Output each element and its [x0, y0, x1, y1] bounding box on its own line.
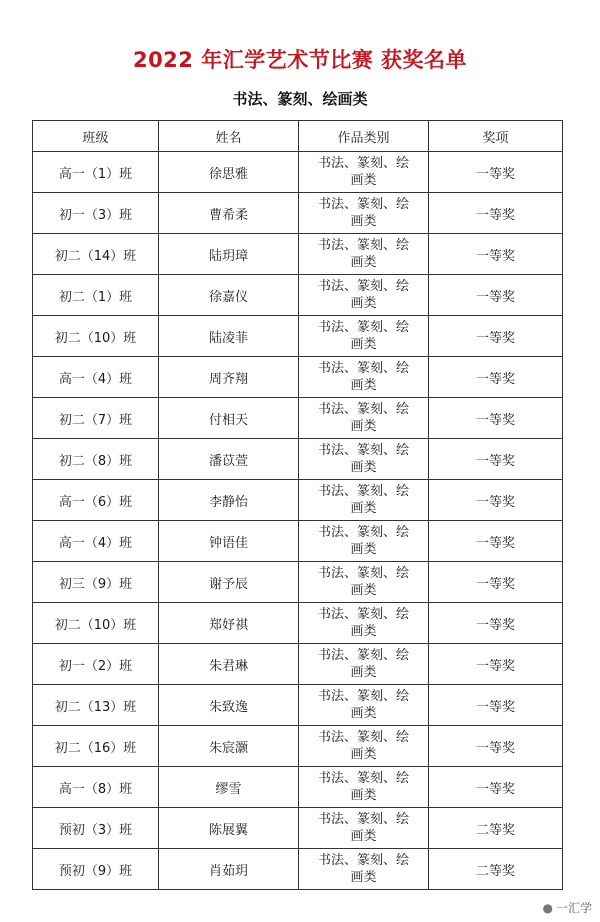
class-cell: 初二（7）班: [33, 398, 159, 439]
table-row: [33, 275, 563, 316]
table-row: [33, 152, 563, 193]
column-header-category: 作品类别: [299, 121, 429, 152]
name-cell: 陈展翼: [159, 808, 299, 849]
class-cell: 预初（9）班: [33, 849, 159, 890]
award-cell: 一等奖: [429, 685, 563, 726]
category-cell: [299, 767, 429, 808]
name-cell: 李静怡: [159, 480, 299, 521]
category-text: 书法、篆刻、绘画类: [317, 771, 409, 803]
class-cell: 初二（16）班: [33, 726, 159, 767]
award-cell: 一等奖: [429, 398, 563, 439]
category-cell: [299, 439, 429, 480]
class-cell: 初二（1）班: [33, 275, 159, 316]
class-cell: 高一（4）班: [33, 357, 159, 398]
name-cell: 徐思雅: [159, 152, 299, 193]
table-row: [33, 808, 563, 849]
category-text: 书法、篆刻、绘画类: [317, 238, 409, 270]
column-header-award: 奖项: [429, 121, 563, 152]
name-cell: 陆凌菲: [159, 316, 299, 357]
table-row: [33, 685, 563, 726]
award-table: [32, 120, 563, 890]
table-row: [33, 644, 563, 685]
award-cell: 一等奖: [429, 562, 563, 603]
category-text: 书法、篆刻、绘画类: [317, 279, 409, 311]
category-text: 书法、篆刻、绘画类: [317, 689, 409, 721]
category-text: 书法、篆刻、绘画类: [317, 853, 409, 885]
category-text: 书法、篆刻、绘画类: [317, 648, 409, 680]
award-cell: 一等奖: [429, 193, 563, 234]
table-row: [33, 398, 563, 439]
table-row: [33, 603, 563, 644]
category-cell: [299, 849, 429, 890]
table-row: [33, 480, 563, 521]
category-cell: [299, 398, 429, 439]
name-cell: 朱宸灏: [159, 726, 299, 767]
award-cell: 一等奖: [429, 521, 563, 562]
category-text: 书法、篆刻、绘画类: [317, 197, 409, 229]
award-cell: 一等奖: [429, 275, 563, 316]
class-cell: 初二（14）班: [33, 234, 159, 275]
table-row: [33, 767, 563, 808]
table-row: [33, 439, 563, 480]
award-cell: 一等奖: [429, 316, 563, 357]
class-cell: 初一（3）班: [33, 193, 159, 234]
category-text: 书法、篆刻、绘画类: [317, 484, 409, 516]
award-cell: 二等奖: [429, 808, 563, 849]
award-cell: 一等奖: [429, 439, 563, 480]
table-row: [33, 521, 563, 562]
table-row: [33, 726, 563, 767]
name-cell: 钟语佳: [159, 521, 299, 562]
page-title: 2022 年汇学艺术节比赛 获奖名单: [132, 48, 468, 72]
table-row: [33, 234, 563, 275]
category-cell: [299, 234, 429, 275]
name-cell: 缪雪: [159, 767, 299, 808]
name-cell: 谢予辰: [159, 562, 299, 603]
account-watermark: [543, 899, 593, 916]
table-row: [33, 849, 563, 890]
section-subtitle: 书法、篆刻、绘画类: [232, 90, 368, 108]
category-text: 书法、篆刻、绘画类: [317, 156, 409, 188]
category-cell: [299, 521, 429, 562]
category-text: 书法、篆刻、绘画类: [317, 566, 409, 598]
class-cell: 高一（1）班: [33, 152, 159, 193]
category-text: 书法、篆刻、绘画类: [317, 443, 409, 475]
table-row: [33, 357, 563, 398]
category-text: 书法、篆刻、绘画类: [317, 402, 409, 434]
table-header-row: [33, 121, 563, 152]
name-cell: 徐嘉仪: [159, 275, 299, 316]
name-cell: 朱致逸: [159, 685, 299, 726]
name-cell: 曹希柔: [159, 193, 299, 234]
category-text: 书法、篆刻、绘画类: [317, 812, 409, 844]
class-cell: 高一（8）班: [33, 767, 159, 808]
award-cell: 二等奖: [429, 849, 563, 890]
name-cell: 周齐翔: [159, 357, 299, 398]
category-cell: [299, 726, 429, 767]
watermark-text: 一汇学: [555, 901, 592, 915]
category-cell: [299, 316, 429, 357]
column-header-class: 班级: [33, 121, 159, 152]
class-cell: 初二（8）班: [33, 439, 159, 480]
class-cell: 初二（10）班: [33, 316, 159, 357]
table-row: [33, 316, 563, 357]
category-cell: [299, 275, 429, 316]
class-cell: 初二（13）班: [33, 685, 159, 726]
class-cell: 高一（4）班: [33, 521, 159, 562]
class-cell: 预初（3）班: [33, 808, 159, 849]
category-cell: [299, 603, 429, 644]
award-cell: 一等奖: [429, 644, 563, 685]
category-cell: [299, 685, 429, 726]
name-cell: 潘苡萱: [159, 439, 299, 480]
name-cell: 朱君琳: [159, 644, 299, 685]
category-cell: [299, 152, 429, 193]
table-row: [33, 562, 563, 603]
award-cell: 一等奖: [429, 357, 563, 398]
award-cell: 一等奖: [429, 234, 563, 275]
award-cell: 一等奖: [429, 726, 563, 767]
column-header-name: 姓名: [159, 121, 299, 152]
award-cell: 一等奖: [429, 480, 563, 521]
award-cell: 一等奖: [429, 767, 563, 808]
class-cell: 初二（10）班: [33, 603, 159, 644]
category-cell: [299, 644, 429, 685]
category-cell: [299, 480, 429, 521]
category-text: 书法、篆刻、绘画类: [317, 320, 409, 352]
category-text: 书法、篆刻、绘画类: [317, 361, 409, 393]
name-cell: 肖茹玥: [159, 849, 299, 890]
wechat-icon: ●: [542, 900, 553, 915]
category-text: 书法、篆刻、绘画类: [317, 607, 409, 639]
name-cell: 付相天: [159, 398, 299, 439]
class-cell: 高一（6）班: [33, 480, 159, 521]
category-cell: [299, 193, 429, 234]
award-cell: 一等奖: [429, 152, 563, 193]
award-cell: 一等奖: [429, 603, 563, 644]
category-cell: [299, 562, 429, 603]
category-text: 书法、篆刻、绘画类: [317, 730, 409, 762]
class-cell: 初一（2）班: [33, 644, 159, 685]
category-cell: [299, 808, 429, 849]
name-cell: 陆玥璋: [159, 234, 299, 275]
table-row: [33, 193, 563, 234]
category-cell: [299, 357, 429, 398]
name-cell: 郑妤祺: [159, 603, 299, 644]
category-text: 书法、篆刻、绘画类: [317, 525, 409, 557]
class-cell: 初三（9）班: [33, 562, 159, 603]
